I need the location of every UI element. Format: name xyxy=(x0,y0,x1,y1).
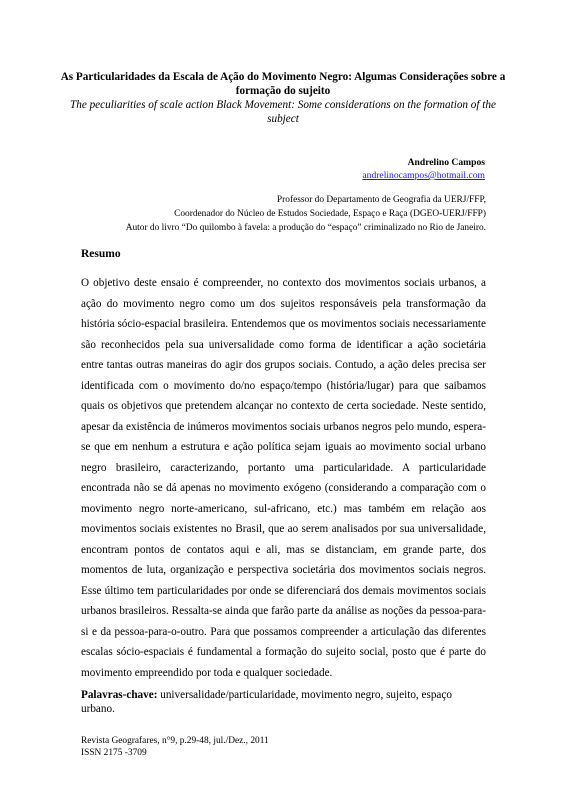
author-name: Andrelino Campos xyxy=(407,157,485,168)
footer xyxy=(81,735,269,759)
affiliations xyxy=(126,193,486,235)
affiliation-line: Professor do Departamento de Geografia da UERJ/FFP, xyxy=(276,195,486,205)
abstract-text: O objetivo deste ensaio é compreender, no contexto dos movimentos sociais urbanos, a ação do movimento negro como um dos sujeitos responsáveis pela transformação da história sócio-espacial brasileira. Entendemos que os movimentos sociais necessariamente são reconhecidos pela sua universalidade como forma de identificar a ação societária entre tantas outras maneiras do agir dos grupos sociais. Contudo, a ação deles precisa ser identificada com o movimento do/no espaço/tempo (história/lugar) para que saibamos quais os objetivos que pretendem alcançar no contexto de certa sociedade. Neste sentido, apesar da existência de inúmeros movimentos sociais urbanos negros pelo mundo, espera-se que em nenhum a estrutura e ação política sejam iguais ao movimento social urbano negro brasileiro, caracterizando, portanto uma particularidade. A particularidade encontrada não se dá apenas no movimento exógeno (considerando a comparação com o movimento negro norte-americano, sul-africano, etc.) mas também em relação aos movimentos sociais existentes no Brasil, que ao serem analisados por sua universalidade, encontram pontos de contatos aqui e ali, mas se distanciam, em grande parte, dos momentos de luta, organização e perspectiva societária dos movimentos sociais negros. Esse último tem particularidades por onde se diferenciará dos demais movimentos sociais urbanos brasileiros. Ressalta-se ainda que farão parte da análise as noções da pessoa-para-si e da pessoa-para-o-outro. Para que possamos compreender a articulação das diferentes escalas sócio-espaciais é fundamental a formação do sujeito social, posto que é parte do movimento empreendido por toda e qualquer sociedade. xyxy=(81,277,486,679)
journal-citation: Revista Geografares, n°9, p.29-48, jul./Dez., 2011 xyxy=(81,736,269,746)
issn: ISSN 2175 -3709 xyxy=(81,748,147,758)
keywords xyxy=(81,688,486,716)
title-block xyxy=(60,70,506,126)
title-portuguese: As Particularidades da Escala de Ação do Movimento Negro: Algumas Considerações sobre a formação do sujeito xyxy=(60,71,506,97)
author-block xyxy=(362,156,485,182)
keywords-label: Palavras-chave: xyxy=(81,689,158,701)
author-email-link[interactable]: andrelinocampos@hotmail.com xyxy=(362,170,485,181)
affiliation-line: Coordenador do Núcleo de Estudos Sociedade, Espaço e Raça (DGEO-UERJ/FFP) xyxy=(174,209,486,219)
abstract-heading: Resumo xyxy=(81,248,121,260)
title-english: The peculiarities of scale action Black Movement: Some considerations on the formation of the subject xyxy=(70,99,496,125)
affiliation-line: Autor do livro “Do quilombo à favela: a produção do “espaço” criminalizado no Rio de Janeiro. xyxy=(125,223,486,233)
keywords-text: universalidade/particularidade, movimento negro, sujeito, espaço urbano. xyxy=(81,689,452,715)
